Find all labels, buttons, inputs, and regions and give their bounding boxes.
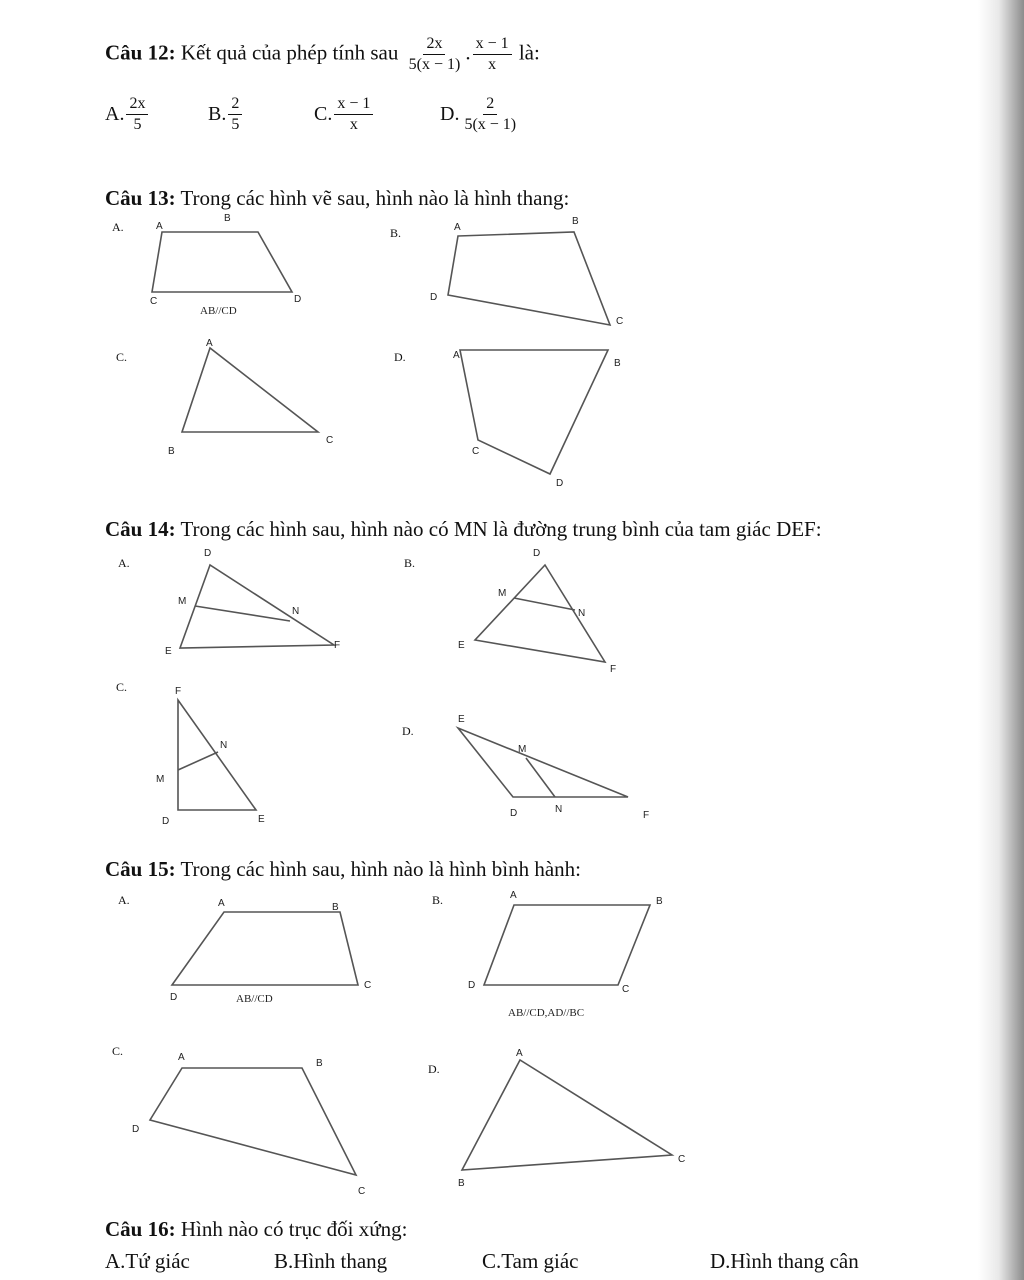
q16-label: Câu 16: [105, 1217, 176, 1241]
q12-option-a-num: 2x [126, 94, 148, 115]
q16-option-c[interactable]: C.Tam giác [482, 1249, 579, 1273]
q12-option-c[interactable] [314, 94, 375, 135]
q13-fig-c-vertex: A [206, 338, 213, 349]
q14-label: Câu 14: [105, 517, 176, 541]
q16-title [105, 1217, 407, 1242]
page-edge-shadow [978, 0, 1024, 1280]
q12-option-c-letter: C. [314, 103, 333, 125]
q13-fig-d-vertex: B [614, 358, 621, 369]
q13-fig-d-vertex: C [472, 446, 480, 457]
q13-fig-b-letter[interactable]: B. [390, 226, 402, 240]
q13-fig-c-shape [182, 348, 318, 432]
q13-fig-c-letter[interactable]: C. [116, 350, 128, 364]
q13-fig-b-vertex: B [572, 216, 579, 227]
q15-title [105, 857, 581, 882]
q15-fig-c-letter[interactable]: C. [112, 1044, 124, 1058]
q14-fig-c-shape [178, 700, 256, 810]
q14-fig-c-segment-mn [178, 752, 218, 770]
q12-tail: là: [518, 40, 540, 65]
q12-f2-den: x [488, 56, 497, 73]
q13-fig-c-vertex: B [168, 446, 175, 457]
q12-option-a-letter: A. [105, 103, 125, 125]
q15-fig-a-vertex: B [332, 902, 339, 913]
q12-option-a-den: 5 [133, 116, 142, 133]
q12-f1-den: 5(x − 1) [408, 56, 461, 73]
q14-title [105, 517, 822, 542]
q14-fig-d-segment-mn [526, 758, 555, 797]
q14-fig-b-letter[interactable]: B. [404, 556, 416, 570]
q15-fig-b-vertex: D [468, 980, 476, 991]
q16-option-a[interactable]: A.Tứ giác [105, 1249, 190, 1273]
q15-fig-a-shape [172, 912, 358, 985]
q14-fig-b-vertex: M [498, 588, 507, 599]
q13-fig-a-vertex: D [294, 294, 302, 305]
q14-fig-d-vertex: E [458, 714, 465, 725]
q13-fig-d-vertex: D [556, 478, 564, 489]
q14-fig-d-shape [458, 728, 628, 797]
q13-fig-b-vertex: C [616, 316, 624, 327]
q14-fig-c-vertex: N [220, 740, 228, 751]
q13-fig-a-vertex: B [224, 213, 231, 224]
q15-fig-d-shape [462, 1060, 672, 1170]
q15-fig-d-vertex: A [516, 1048, 523, 1059]
q13-fig-a-note: AB//CD [200, 305, 237, 317]
q14-fig-c-vertex: E [258, 814, 265, 825]
q13-label: Câu 13: [105, 186, 176, 210]
q15-text: Trong các hình sau, hình nào là hình bình hành: [180, 857, 581, 881]
q15-fig-c-vertex: D [132, 1124, 140, 1135]
q15-fig-a-note: AB//CD [236, 993, 273, 1005]
q12-option-c-num: x − 1 [334, 94, 373, 115]
q15-fig-b-letter[interactable]: B. [432, 893, 444, 907]
q12-option-d-den: 5(x − 1) [464, 116, 517, 133]
q15-fig-a-vertex: A [218, 898, 225, 909]
q16-text: Hình nào có trục đối xứng: [180, 1217, 408, 1241]
q14-fig-a-letter[interactable]: A. [118, 556, 130, 570]
q13-fig-d-letter[interactable]: D. [394, 350, 406, 364]
q14-fig-b-vertex: E [458, 640, 465, 651]
q12-dot: . [465, 40, 471, 65]
q12-f2-num: x − 1 [473, 34, 512, 55]
q14-fig-c-vertex: D [162, 816, 170, 827]
q13-title [105, 186, 569, 211]
q13-fig-a-shape [152, 232, 292, 292]
q12-label: Câu 12: [105, 40, 176, 65]
q15-fig-b-note: AB//CD,AD//BC [508, 1007, 585, 1019]
q14-fig-d-vertex: M [518, 744, 527, 755]
q12-option-d-letter: D. [440, 103, 460, 125]
q16-option-b[interactable]: B.Hình thang [274, 1249, 388, 1273]
q14-fig-a-vertex: M [178, 596, 187, 607]
q14-fig-b-vertex: F [610, 664, 617, 675]
q14-text: Trong các hình sau, hình nào có MN là đường trung bình của tam giác DEF: [180, 517, 822, 541]
q13-fig-b-vertex: D [430, 292, 438, 303]
q12-option-b-den: 5 [231, 116, 240, 133]
q15-fig-c-vertex: B [316, 1058, 323, 1069]
q13-text: Trong các hình vẽ sau, hình nào là hình thang: [180, 186, 570, 210]
q15-label: Câu 15: [105, 857, 176, 881]
q12-fraction-1 [406, 34, 464, 75]
q15-fig-b-vertex: A [510, 890, 517, 901]
q13-fig-a-vertex: C [150, 296, 158, 307]
q14-fig-c-letter[interactable]: C. [116, 680, 128, 694]
q14-fig-a-vertex: N [292, 606, 300, 617]
q12-f1-num: 2x [423, 34, 445, 55]
q12-option-b[interactable] [208, 94, 244, 135]
q12-text: Kết quả của phép tính sau [180, 40, 399, 65]
q12-option-b-letter: B. [208, 103, 227, 125]
q14-fig-b-shape [475, 565, 605, 662]
q14-fig-a-vertex: D [204, 548, 212, 559]
q12-fraction-2 [473, 34, 512, 75]
q15-fig-a-vertex: D [170, 992, 178, 1003]
q14-fig-a-vertex: F [334, 640, 341, 651]
q13-fig-d-shape [460, 350, 608, 474]
q15-fig-c-shape [150, 1068, 356, 1175]
q13-fig-b-vertex: A [454, 222, 461, 233]
q14-fig-c-vertex: M [156, 774, 165, 785]
q14-fig-a-vertex: E [165, 646, 172, 657]
q15-fig-d-vertex: C [678, 1154, 686, 1165]
q15-fig-c-vertex: C [358, 1186, 366, 1197]
q15-fig-c-vertex: A [178, 1052, 185, 1063]
q14-fig-d-letter[interactable]: D. [402, 724, 414, 738]
q13-fig-a-letter[interactable]: A. [112, 220, 124, 234]
q12-option-a[interactable] [105, 94, 150, 135]
q15-fig-b-shape [484, 905, 650, 985]
q13-fig-a-vertex: A [156, 221, 163, 232]
q12-option-d[interactable] [440, 94, 521, 135]
q13-fig-b-shape [448, 232, 610, 325]
q12-option-b-num: 2 [228, 94, 242, 115]
q14-fig-b-vertex: D [533, 548, 541, 559]
q15-fig-b-vertex: C [622, 984, 630, 995]
q14-fig-d-vertex: N [555, 804, 563, 815]
q12-option-c-den: x [349, 116, 358, 133]
q14-fig-d-vertex: D [510, 808, 518, 819]
q15-fig-a-vertex: C [364, 980, 372, 991]
q12-title [105, 34, 540, 75]
q13-fig-c-vertex: C [326, 435, 334, 446]
q15-fig-d-vertex: B [458, 1178, 465, 1189]
q13-fig-d-vertex: A [453, 350, 460, 361]
q16-option-d[interactable]: D.Hình thang cân [710, 1249, 859, 1273]
q14-fig-d-vertex: F [643, 810, 650, 821]
q15-fig-b-vertex: B [656, 896, 663, 907]
q14-fig-b-vertex: N [578, 608, 586, 619]
q14-fig-c-vertex: F [175, 686, 182, 697]
q15-fig-d-letter[interactable]: D. [428, 1062, 440, 1076]
q12-option-d-num: 2 [483, 94, 497, 115]
q15-fig-a-letter[interactable]: A. [118, 893, 130, 907]
